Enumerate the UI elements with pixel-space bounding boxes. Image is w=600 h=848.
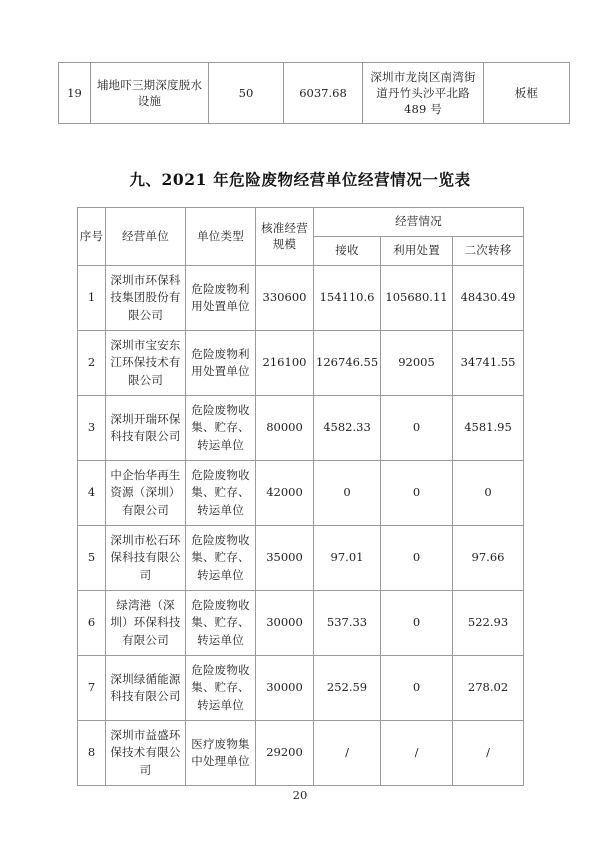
cell-seq: 1 — [78, 266, 106, 331]
cell-utilized: 0 — [381, 656, 453, 721]
cell-transferred: 97.66 — [453, 526, 524, 591]
cell-seq: 7 — [78, 656, 106, 721]
cell-received: 154110.6 — [314, 266, 381, 331]
header-seq: 序号 — [78, 208, 106, 266]
cell-unit-name: 中企怡华再生资源（深圳）有限公司 — [106, 461, 186, 526]
table-row — [78, 656, 524, 721]
cell-unit-type: 危险废物收集、贮存、转运单位 — [186, 656, 256, 721]
cell-seq: 4 — [78, 461, 106, 526]
cell-unit-name: 深圳市宝安东江环保技术有限公司 — [106, 331, 186, 396]
operating-units-table — [77, 207, 523, 786]
cell-unit-name: 深圳绿循能源科技有限公司 — [106, 656, 186, 721]
cell-received: / — [314, 721, 381, 786]
header-scale: 核准经营规模 — [256, 208, 314, 266]
cell-address: 深圳市龙岗区南湾街道丹竹头沙平北路 489 号 — [363, 63, 484, 124]
cell-received: 97.01 — [314, 526, 381, 591]
cell-seq: 2 — [78, 331, 106, 396]
table-header-row-1 — [78, 208, 524, 237]
header-operating-status-group: 经营情况 — [314, 208, 524, 237]
cell-utilized: 92005 — [381, 331, 453, 396]
table-row — [59, 63, 570, 124]
cell-scale: 50 — [209, 63, 284, 124]
cell-unit-name: 绿湾港（深圳）环保科技有限公司 — [106, 591, 186, 656]
cell-transferred: 48430.49 — [453, 266, 524, 331]
cell-unit-type: 危险废物收集、贮存、转运单位 — [186, 591, 256, 656]
table-row — [78, 526, 524, 591]
cell-seq: 3 — [78, 396, 106, 461]
table-row — [78, 266, 524, 331]
header-unit: 经营单位 — [106, 208, 186, 266]
cell-transferred: 34741.55 — [453, 331, 524, 396]
continuation-table — [58, 62, 539, 124]
header-type: 单位类型 — [186, 208, 256, 266]
cell-approved-scale: 35000 — [256, 526, 314, 591]
cell-seq: 6 — [78, 591, 106, 656]
cell-transferred: 4581.95 — [453, 396, 524, 461]
cell-transferred: 522.93 — [453, 591, 524, 656]
cell-received: 126746.55 — [314, 331, 381, 396]
cell-received: 4582.33 — [314, 396, 381, 461]
cell-utilized: / — [381, 721, 453, 786]
table-row — [78, 591, 524, 656]
cell-approved-scale: 29200 — [256, 721, 314, 786]
cell-unit-type: 危险废物收集、贮存、转运单位 — [186, 461, 256, 526]
table-row — [78, 461, 524, 526]
cell-seq: 5 — [78, 526, 106, 591]
cell-unit-name: 深圳市环保科技集团股份有限公司 — [106, 266, 186, 331]
cell-received: 0 — [314, 461, 381, 526]
cell-seq: 19 — [59, 63, 91, 124]
cell-process: 板框 — [484, 63, 570, 124]
cell-unit-type: 危险废物收集、贮存、转运单位 — [186, 526, 256, 591]
cell-seq: 8 — [78, 721, 106, 786]
cell-transferred: 278.02 — [453, 656, 524, 721]
cell-amount: 6037.68 — [284, 63, 363, 124]
cell-unit-type: 医疗废物集中处理单位 — [186, 721, 256, 786]
cell-approved-scale: 42000 — [256, 461, 314, 526]
cell-utilized: 105680.11 — [381, 266, 453, 331]
header-utilized: 利用处置 — [381, 237, 453, 266]
cell-approved-scale: 30000 — [256, 656, 314, 721]
cell-approved-scale: 30000 — [256, 591, 314, 656]
section-title: 九、2021 年危险废物经营单位经营情况一览表 — [129, 170, 471, 189]
cell-received: 537.33 — [314, 591, 381, 656]
cell-unit-type: 危险废物利用处置单位 — [186, 266, 256, 331]
cell-approved-scale: 216100 — [256, 331, 314, 396]
cell-utilized: 0 — [381, 526, 453, 591]
cell-unit-name: 深圳市益盛环保技术有限公司 — [106, 721, 186, 786]
table-body — [78, 266, 524, 786]
cell-facility-name: 埔地吓三期深度脱水设施 — [91, 63, 209, 124]
cell-unit-type: 危险废物利用处置单位 — [186, 331, 256, 396]
cell-approved-scale: 330600 — [256, 266, 314, 331]
cell-unit-name: 深圳市松石环保科技有限公司 — [106, 526, 186, 591]
table-row — [78, 396, 524, 461]
cell-received: 252.59 — [314, 656, 381, 721]
cell-utilized: 0 — [381, 461, 453, 526]
cell-transferred: 0 — [453, 461, 524, 526]
cell-utilized: 0 — [381, 591, 453, 656]
header-received: 接收 — [314, 237, 381, 266]
cell-unit-name: 深圳开瑞环保科技有限公司 — [106, 396, 186, 461]
page-number: 20 — [292, 788, 308, 802]
cell-utilized: 0 — [381, 396, 453, 461]
cell-approved-scale: 80000 — [256, 396, 314, 461]
cell-transferred: / — [453, 721, 524, 786]
table-row — [78, 721, 524, 786]
cell-unit-type: 危险废物收集、贮存、转运单位 — [186, 396, 256, 461]
table-row — [78, 331, 524, 396]
header-transferred: 二次转移 — [453, 237, 524, 266]
